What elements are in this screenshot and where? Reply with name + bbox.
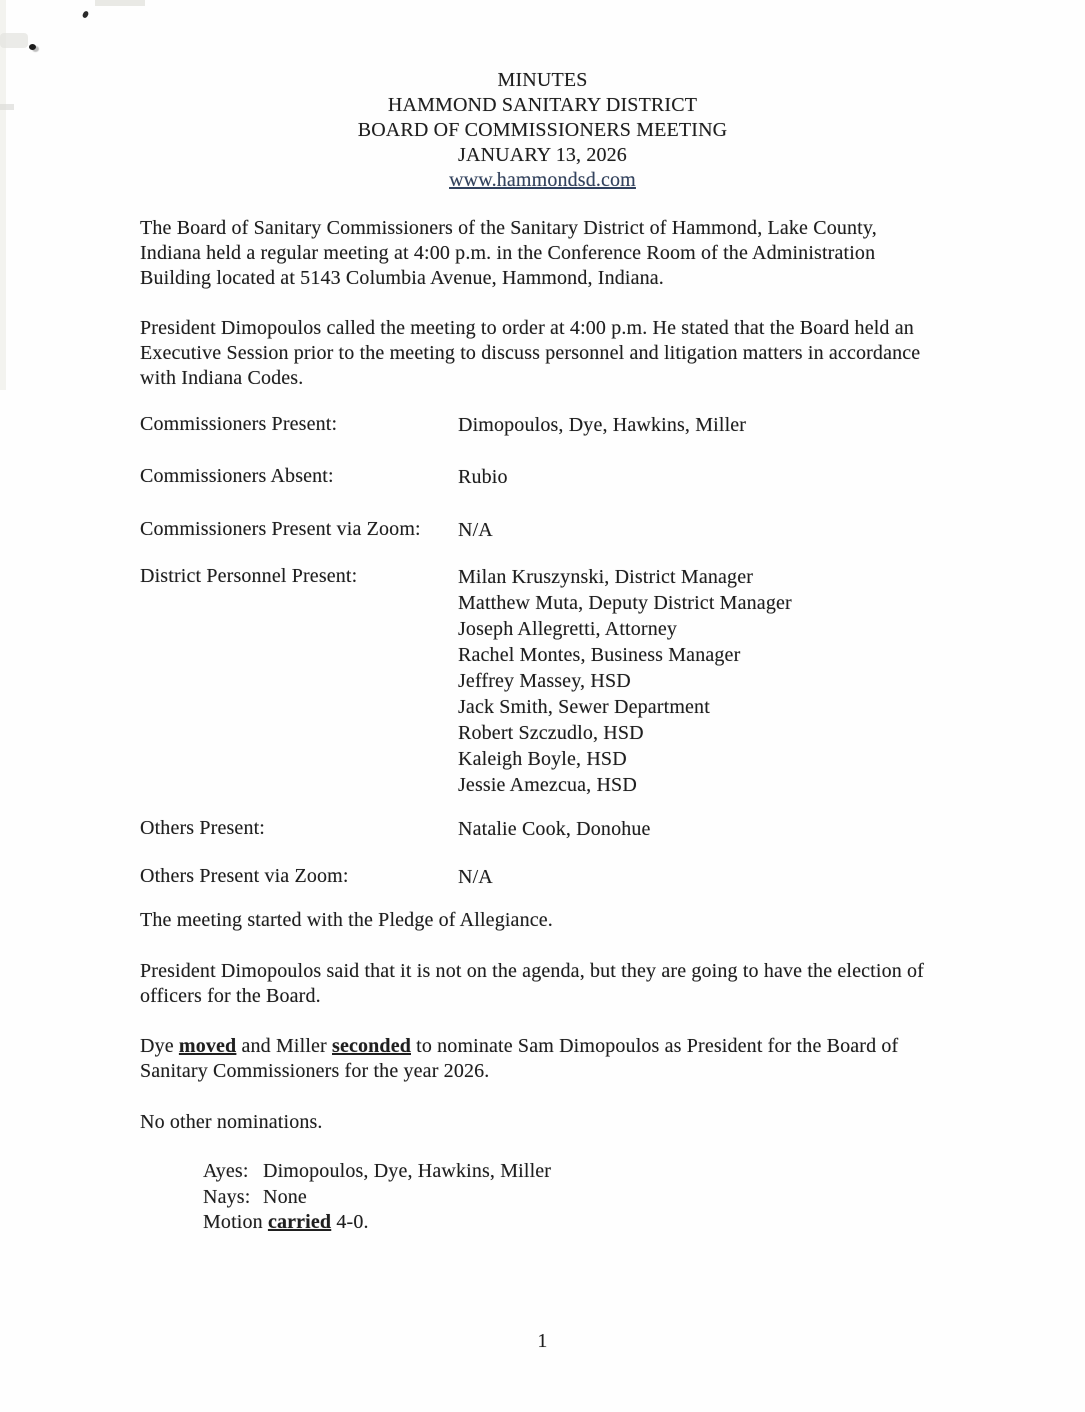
attendance-value: Robert Szczudlo, HSD [458,722,644,744]
paragraph-call-to-order [140,316,920,391]
motion-text: Dye [140,1035,179,1057]
attendance-value: Milan Kruszynski, District Manager [458,566,754,588]
paragraph-election [140,959,924,1009]
text-line [140,1034,898,1059]
scan-smudge [0,33,28,48]
paragraph-pledge [140,908,553,933]
vote-nays-row [203,1185,551,1211]
paragraph-intro [140,216,877,291]
attendance-label: District Personnel Present: [140,565,358,587]
attendance-value: Matthew Muta, Deputy District Manager [458,592,792,614]
text-line: President Dimopoulos said that it is not on the agenda, but they are going to have the election of [140,960,924,982]
text-line: with Indiana Codes. [140,367,304,389]
paragraph-no-nominations [140,1110,323,1135]
document-header [0,68,1085,193]
attendance-value: N/A [458,519,493,541]
attendance-value: Jack Smith, Sewer Department [458,696,710,718]
motion-text: and Miller [236,1035,333,1057]
attendance-label: Commissioners Present: [140,413,338,435]
attendance-value: Dimopoulos, Dye, Hawkins, Miller [458,414,747,436]
vote-ayes-row [203,1159,551,1185]
doc-organization: HAMMOND SANITARY DISTRICT [387,94,698,116]
doc-meeting-type: BOARD OF COMMISSIONERS MEETING [357,119,728,141]
website-link[interactable]: www.hammondsd.com [449,169,636,191]
text-line: The meeting started with the Pledge of Allegiance. [140,909,553,931]
result-text: Motion [203,1211,268,1233]
ayes-label: Ayes: [203,1160,249,1182]
scan-speck [29,44,36,50]
result-carried-word: carried [267,1211,332,1233]
text-line: officers for the Board. [140,985,321,1007]
attendance-value: Jessie Amezcua, HSD [458,774,637,796]
attendance-value: Kaleigh Boyle, HSD [458,748,627,770]
page-number: 1 [537,1330,548,1352]
text-line: Sanitary Commissioners for the year 2026. [140,1060,490,1082]
attendance-value: Rubio [458,466,508,488]
text-line: Executive Session prior to the meeting to discuss personnel and litigation matters in accordance [140,342,921,364]
paragraph-motion [140,1034,898,1084]
text-line: Building located at 5143 Columbia Avenue, Hammond, Indiana. [140,267,664,289]
attendance-value: Rachel Montes, Business Manager [458,644,741,666]
motion-text: to nominate Sam Dimopoulos as President for the Board of [411,1035,899,1057]
scan-speck [82,10,90,19]
attendance-label: Others Present: [140,817,266,839]
scan-smudge [95,0,145,6]
attendance-label: Commissioners Absent: [140,465,334,487]
vote-tally [203,1159,551,1236]
doc-title: MINUTES [497,69,588,91]
text-line: The Board of Sanitary Commissioners of the Sanitary District of Hammond, Lake County, [140,217,877,239]
scan-edge-shadow [0,0,6,390]
doc-date: JANUARY 13, 2026 [458,144,627,166]
motion-moved-word: moved [178,1035,237,1057]
ayes-value: Dimopoulos, Dye, Hawkins, Miller [263,1160,552,1182]
result-text: 4-0. [331,1211,369,1233]
attendance-value: N/A [458,866,493,888]
attendance-value: Jeffrey Massey, HSD [458,670,631,692]
text-line: Indiana held a regular meeting at 4:00 p.m. in the Conference Room of the Administration [140,242,876,264]
nays-value: None [263,1185,307,1208]
attendance-label: Commissioners Present via Zoom: [140,518,421,540]
attendance-value: Natalie Cook, Donohue [458,818,651,840]
text-line: No other nominations. [140,1111,323,1133]
text-line: President Dimopoulos called the meeting to order at 4:00 p.m. He stated that the Board held an [140,317,914,339]
attendance-value: Joseph Allegretti, Attorney [458,618,678,640]
nays-label: Nays: [203,1185,251,1208]
motion-seconded-word: seconded [332,1035,411,1057]
attendance-label: Others Present via Zoom: [140,865,349,887]
vote-result-row [203,1210,551,1236]
